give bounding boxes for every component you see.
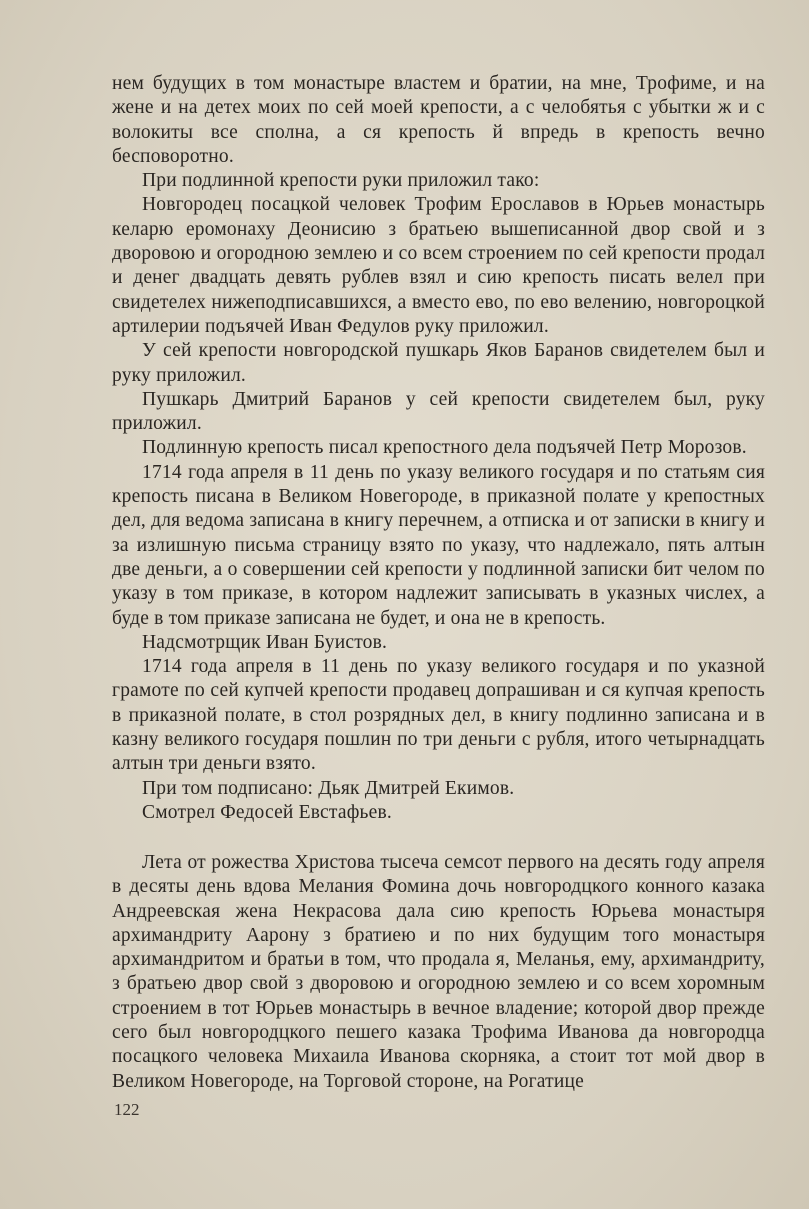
paragraph: 1714 года апреля в 11 день по указу великого государя и по указной грамоте по сей купчей крепости продавец допрашиван и ся купчая крепость в приказной полате, в стол розрядных дел, в книгу подлинно записана и в казну великого государя пошлин по три деньги с рубля, итого четырнадцать алтын три деньги взято. <box>112 656 765 775</box>
paragraph: Смотрел Федосей Евстафьев. <box>142 801 392 823</box>
paragraph: При том подписано: Дьяк Дмитрей Екимов. <box>142 777 515 799</box>
paragraph: 1714 года апреля в 11 день по указу великого государя и по статьям сия крепость писана в Великом Новегороде, в приказной полате у крепостных дел, для ведома записана в книгу перечнем, а отписка и от записки в книгу и за излишную письма страницу взято по указу, что надлежало, пять алтын две деньги, а о совершении сей крепости у подлинной записки бит челом по указу в том приказе, в котором надлежит записывать в указных числех, а буде в том приказе записана не будет, и она не в крепость. <box>112 461 765 629</box>
text-block-bottom <box>112 851 765 1094</box>
paragraph: нем будущих в том монастыре властем и братии, на мне, Трофиме, и на жене и на детех моих по сей моей крепости, а с челобятья с убытки ж и с волокиты все сполна, а ся крепость й впредь в крепость вечно бесповоротно. <box>112 73 765 167</box>
paragraph: Новгородец посацкой человек Трофим Ерославов в Юрьев монастырь келарю еромонаху Деонисию з братьею вышеписанной двор свой и з дворовою и огородною землею и со всем строением по сей крепости продал и денег двадцать девять рублев взял и сию крепость писать велел при свидетелех нижеподписавшихся, а вместо ево, по ево велению, новгороцкой артилерии подъячей Иван Федулов руку приложил. <box>112 194 765 337</box>
paragraph: Подлинную крепость писал крепостного дела подъячей Петр Морозов. <box>142 437 747 459</box>
paragraph: Лета от рожества Христова тысеча семсот первого на десять году апреля в десяты день вдова Мелания Фомина дочь новгородцкого конного казака Андреевская жена Некрасова дала сию крепость Юрьева монастыря архимандриту Аарону з братиею и по них будущим того монастыря архимандритом и братьи в том, что продала я, Меланья, ему, архимандриту, з братьею двор свой з дворовою и огородною землею и со всем хоромным строением в тот Юрьев монастырь в вечное владение; которой двор прежде сего был новгородцкого пешего казака Трофима Иванова да новгородца посацкого человека Михаила Иванова скорняка, а стоит тот мой двор в Великом Новегороде, на Торговой стороне, на Рогатице <box>112 852 765 1092</box>
paragraph: У сей крепости новгородской пушкарь Яков Баранов свидетелем был и руку приложил. <box>112 340 765 386</box>
paragraph: Пушкарь Дмитрий Баранов у сей крепости свидетелем был, руку приложил. <box>112 388 765 435</box>
text-block-top <box>112 72 765 825</box>
paragraph: При подлинной крепости руки приложил тако: <box>142 170 540 192</box>
paragraph: Надсмотрщик Иван Буистов. <box>142 631 388 653</box>
page-number: 122 <box>114 1100 140 1119</box>
